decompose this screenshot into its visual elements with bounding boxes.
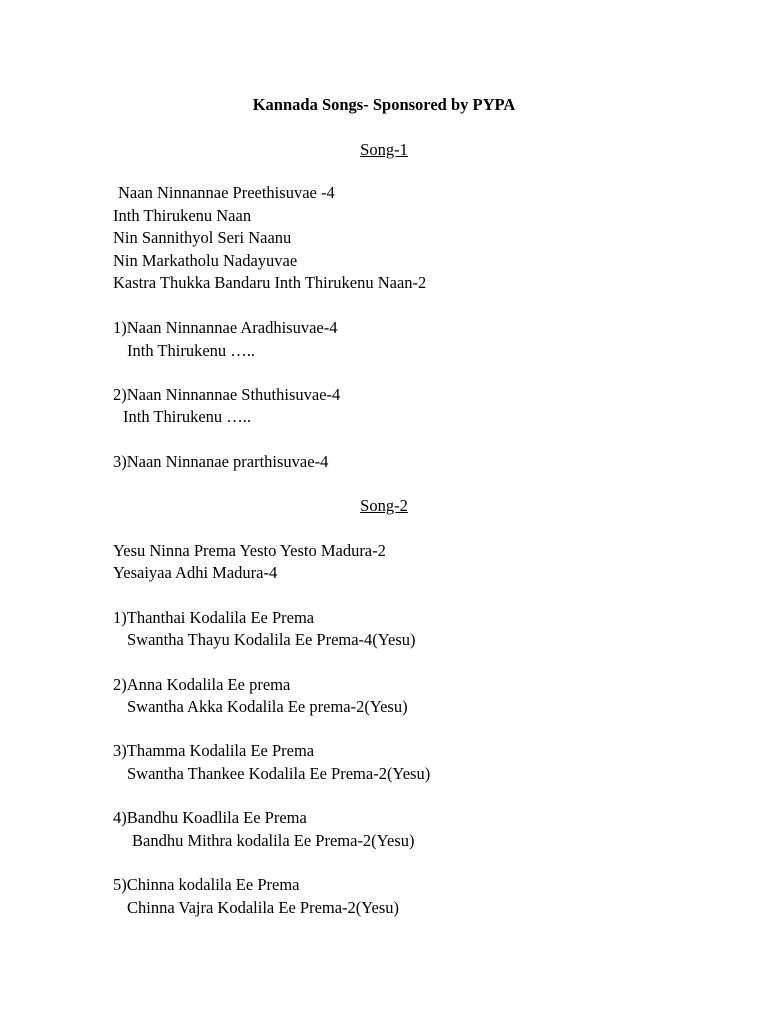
song-2-heading: Song-2 [360,496,408,515]
song-2-line: Yesaiyaa Adhi Madura-4 [113,563,278,582]
song-2-verse-refrain: Swantha Akka Kodalila Ee prema-2(Yesu) [127,697,408,716]
song-2-verse-refrain: Swantha Thayu Kodalila Ee Prema-4(Yesu) [127,630,416,649]
song-1-line: Kastra Thukka Bandaru Inth Thirukenu Naan-2 [113,273,427,292]
song-2-verse-refrain: Chinna Vajra Kodalila Ee Prema-2(Yesu) [127,898,400,917]
song-2-verse-refrain: Bandhu Mithra kodalila Ee Prema-2(Yesu) [132,831,415,850]
song-1-verse-line: 2)Naan Ninnannae Sthuthisuvae-4 [113,385,341,404]
song-2-verse-line: 2)Anna Kodalila Ee prema [113,675,291,694]
song-1-verse-refrain: Inth Thirukenu ….. [127,341,256,360]
song-2-line: Yesu Ninna Prema Yesto Yesto Madura-2 [113,541,386,560]
song-2-verse-refrain: Swantha Thankee Kodalila Ee Prema-2(Yesu) [127,764,431,783]
song-1-line: Nin Sannithyol Seri Naanu [113,228,292,247]
song-2-verse-line: 1)Thanthai Kodalila Ee Prema [113,608,315,627]
song-1-heading: Song-1 [360,140,408,159]
song-2-verse-line: 5)Chinna kodalila Ee Prema [113,875,300,894]
song-2-verse-line: 4)Bandhu Koadlila Ee Prema [113,808,307,827]
song-1-line: Inth Thirukenu Naan [113,206,252,225]
song-1-line: Naan Ninnannae Preethisuvae -4 [118,183,335,202]
song-1-verse-line: 3)Naan Ninnanae prarthisuvae-4 [113,452,329,471]
song-2-verse-line: 3)Thamma Kodalila Ee Prema [113,741,315,760]
song-1-verse-line: 1)Naan Ninnannae Aradhisuvae-4 [113,318,338,337]
song-1-line: Nin Markatholu Nadayuvae [113,251,298,270]
song-1-verse-refrain: Inth Thirukenu ….. [123,407,252,426]
document-title: Kannada Songs- Sponsored by PYPA [252,95,516,114]
